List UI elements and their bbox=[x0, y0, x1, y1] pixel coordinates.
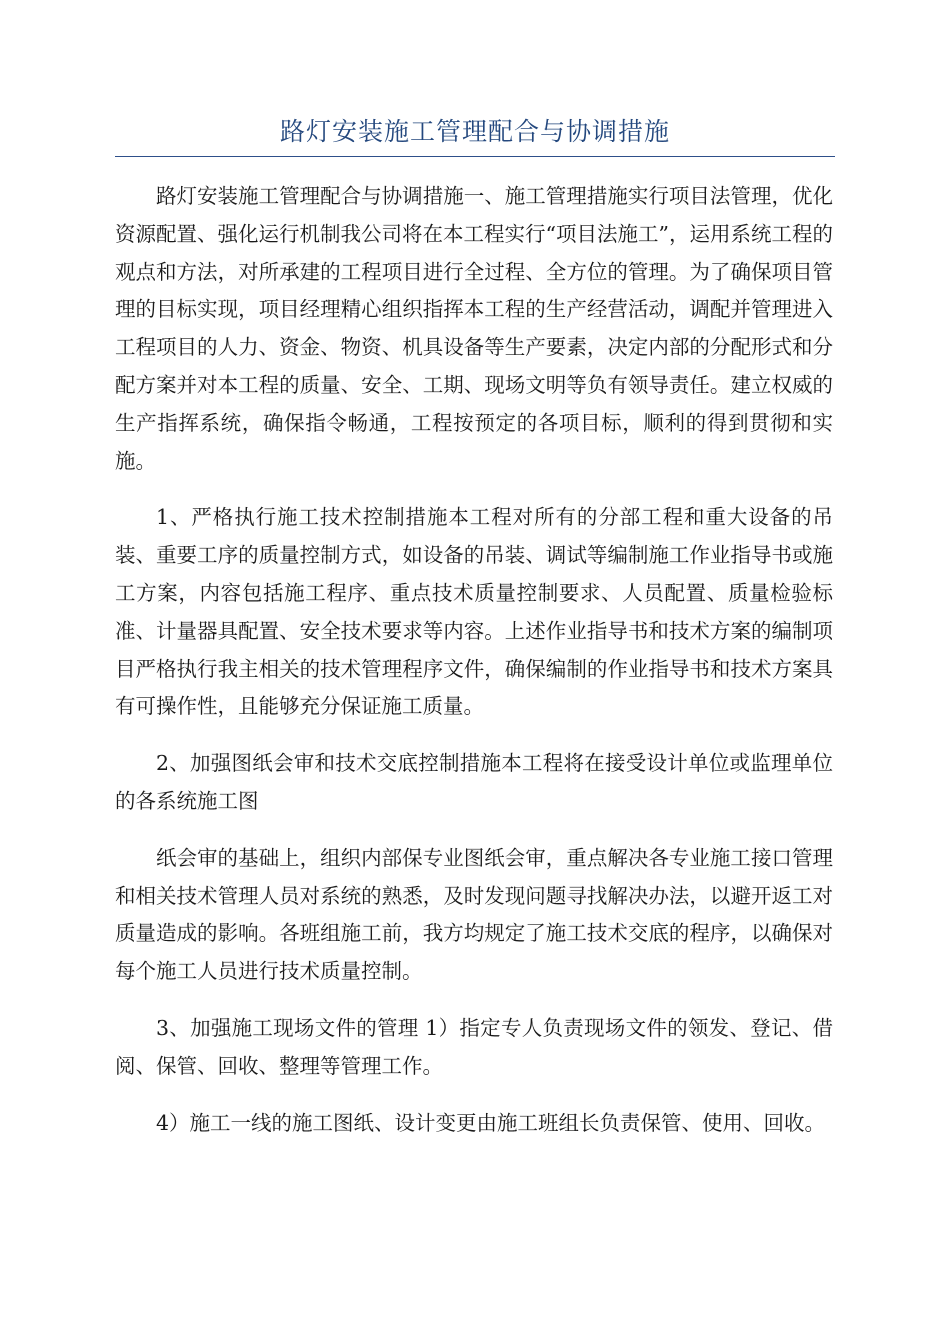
title-block bbox=[115, 112, 835, 157]
document-title: 路灯安装施工管理配合与协调措施 bbox=[279, 117, 670, 146]
paragraph-3: 3、加强施工现场文件的管理 1）指定专人负责现场文件的领发、登记、借阅、保管、回收、整理等管理工作。 bbox=[115, 1015, 833, 1078]
document-body bbox=[115, 178, 833, 1161]
paragraph-intro: 路灯安装施工管理配合与协调措施一、施工管理措施实行项目法管理，优化资源配置、强化运行机制我公司将在本工程实行“项目法施工”，运用系统工程的观点和方法，对所承建的工程项目进行全过程、全方位的管理。为了确保项目管理的目标实现，项目经理精心组织指挥本工程的生产经营活动，调配并管理进入工程项目的人力、资金、物资、机具设备等生产要素，决定内部的分配形式和分配方案并对本工程的质量、安全、工期、现场文明等负有领导责任。建立权威的生产指挥系统，确保指令畅通，工程按预定的各项目标，顺利的得到贯彻和实施。 bbox=[115, 184, 833, 473]
paragraph-2: 2、加强图纸会审和技术交底控制措施本工程将在接受设计单位或监理单位的各系统施工图 bbox=[115, 751, 833, 813]
paragraph-2-continued: 纸会审的基础上，组织内部保专业图纸会审，重点解决各专业施工接口管理和相关技术管理人员对系统的熟悉，及时发现问题寻找解决办法，以避开返工对质量造成的影响。各班组施工前，我方均规定了施工技术交底的程序，以确保对每个施工人员进行技术质量控制。 bbox=[115, 845, 833, 984]
paragraph-4: 4）施工一线的施工图纸、设计变更由施工班组长负责保管、使用、回收。 bbox=[156, 1110, 826, 1135]
paragraph-1: 1、严格执行施工技术控制措施本工程对所有的分部工程和重大设备的吊装、重要工序的质量控制方式，如设备的吊装、调试等编制施工作业指导书或施工方案，内容包括施工程序、重点技术质量控制要求、人员配置、质量检验标准、计量器具配置、安全技术要求等内容。上述作业指导书和技术方案的编制项目严格执行我主相关的技术管理程序文件，确保编制的作业指导书和技术方案具有可操作性，且能够充分保证施工质量。 bbox=[115, 505, 833, 719]
